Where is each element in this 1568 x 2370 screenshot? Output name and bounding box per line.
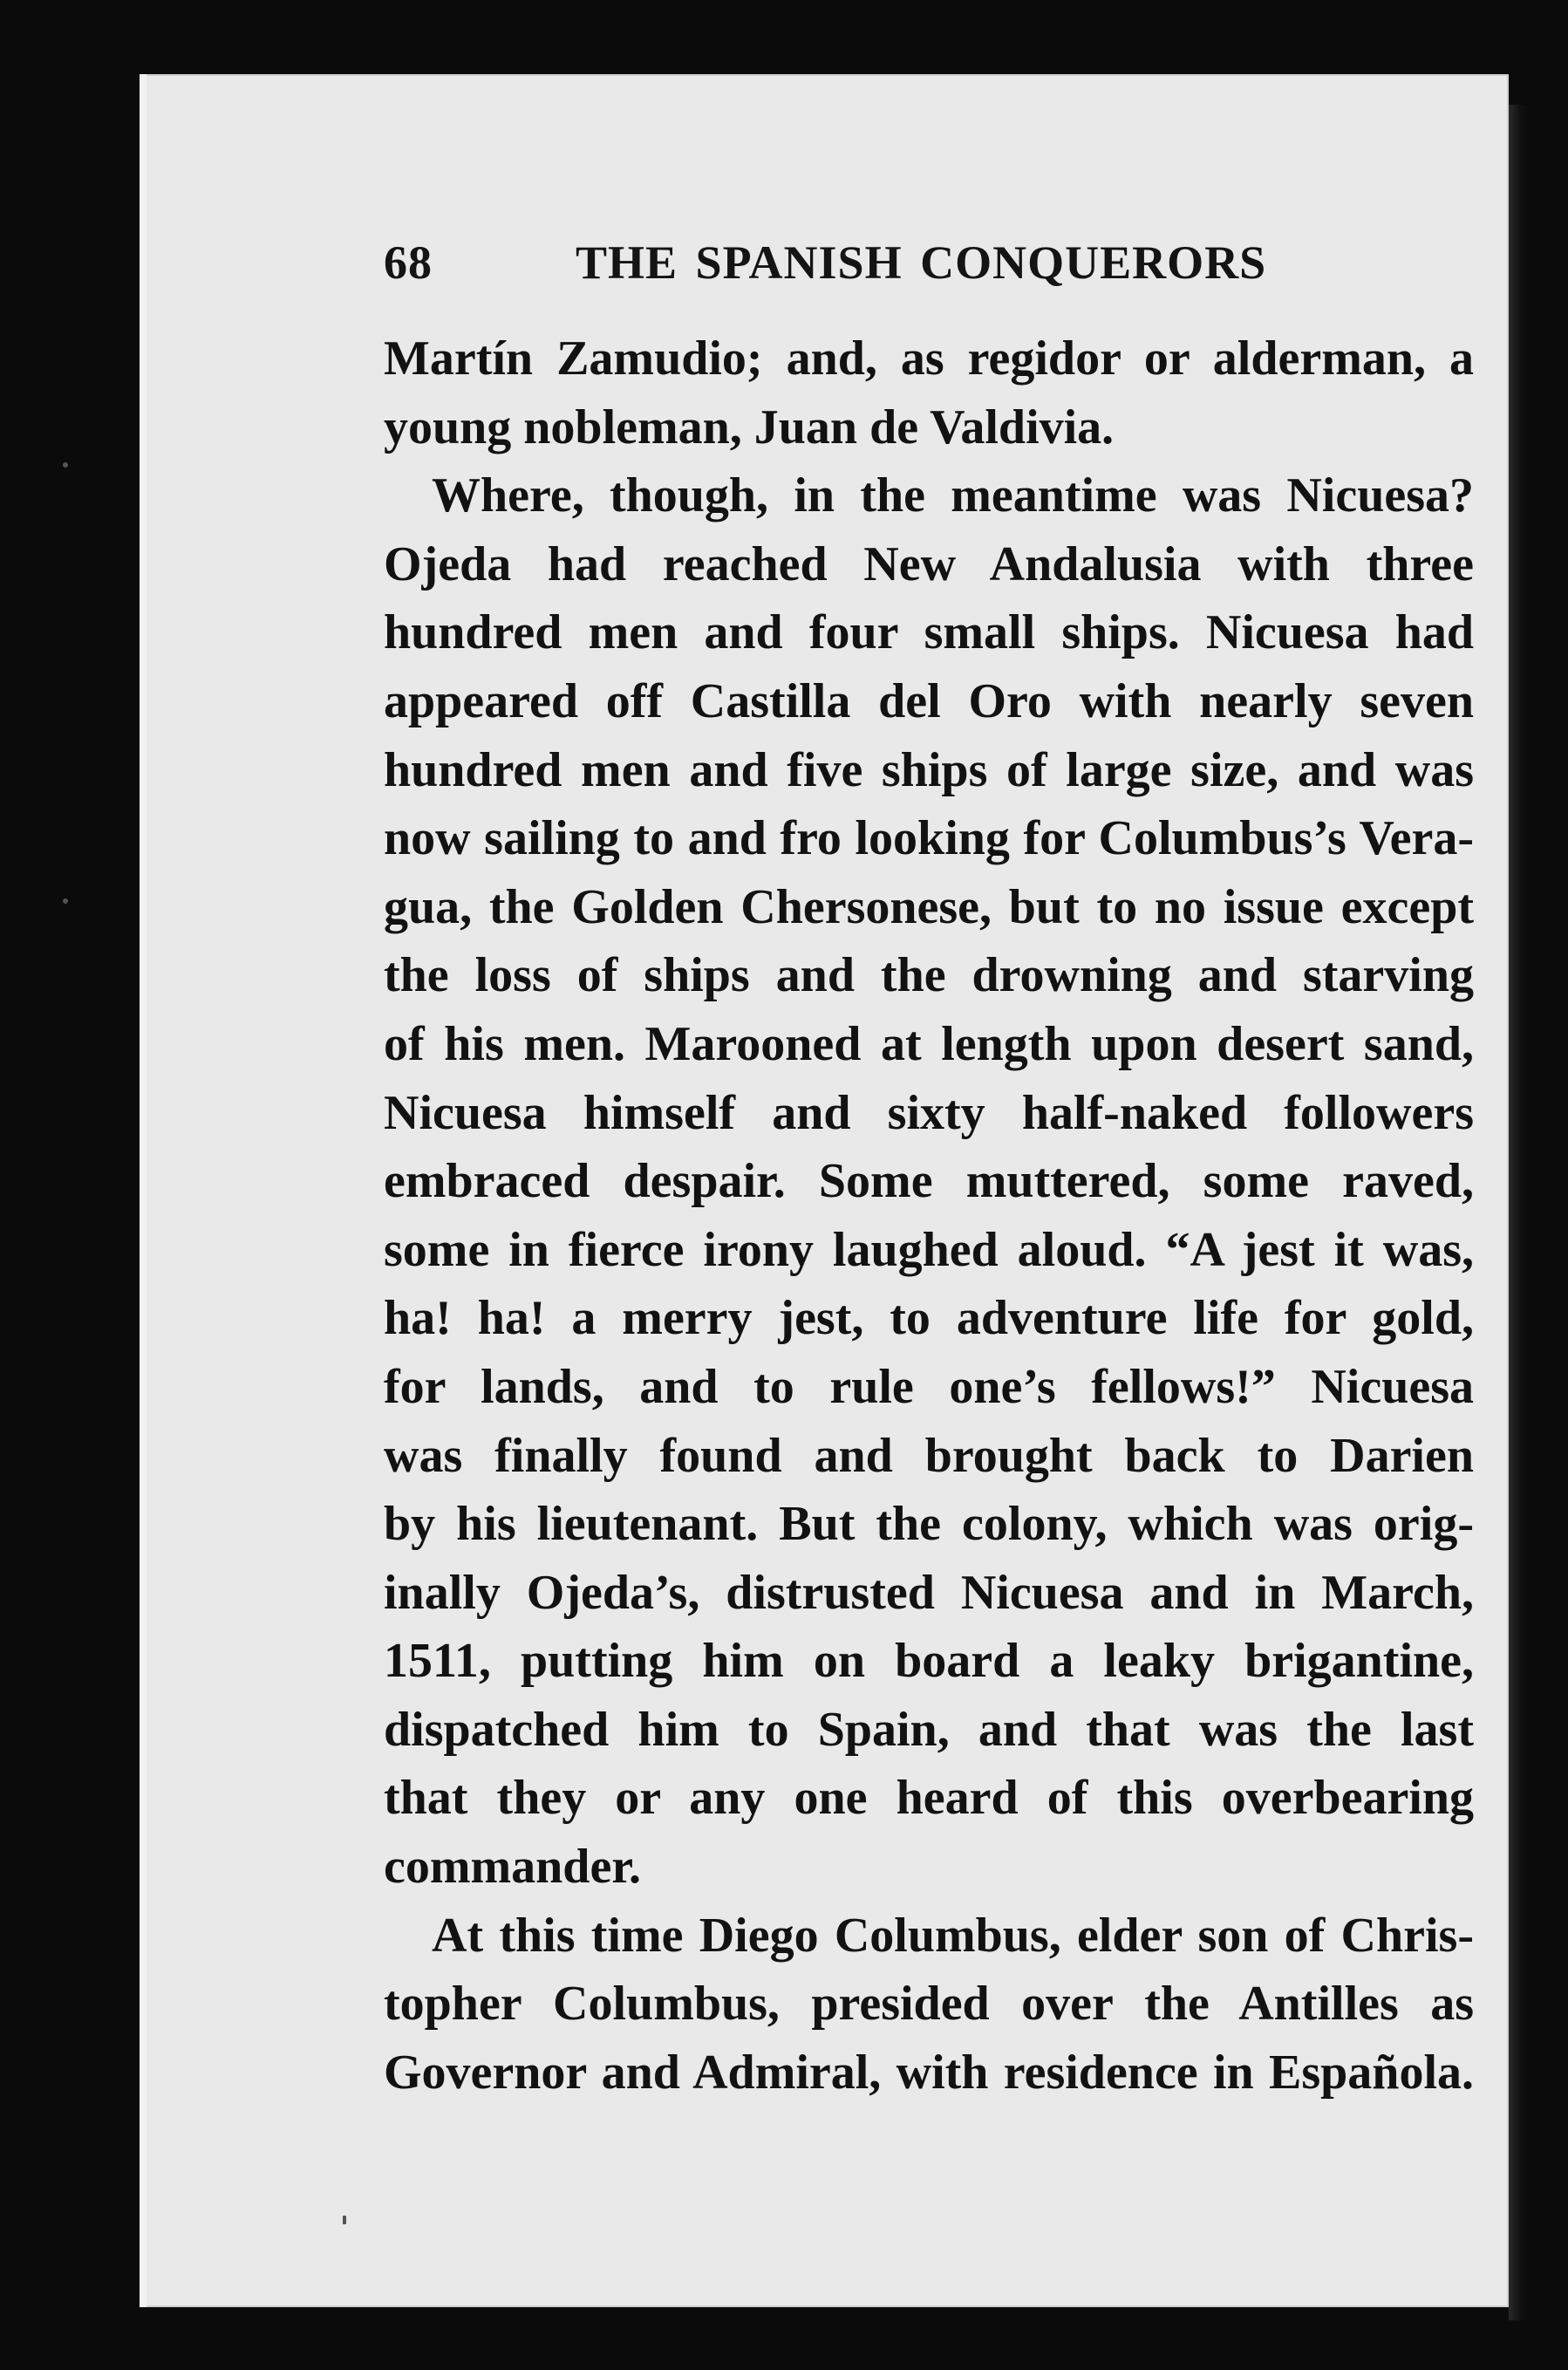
scan-speck [63, 898, 68, 904]
text-line: of his men. Marooned at length upon desert sand, [384, 1016, 1474, 1071]
text-line: Nicuesa himself and sixty half-naked followers [384, 1085, 1474, 1140]
body-text [384, 324, 1474, 2107]
text-line: embraced despair. Some muttered, some raved, [384, 1154, 1474, 1209]
page-right-edge-shadow [1509, 105, 1528, 2320]
text-line: dispatched him to Spain, and that was the last [384, 1702, 1474, 1757]
text-line: topher Columbus, presided over the Antilles as [384, 1977, 1474, 2032]
text-line: hundred men and five ships of large size, and was [384, 742, 1474, 797]
text-line: some in fierce irony laughed aloud. “A jest it was, [384, 1222, 1474, 1277]
text-line: young nobleman, Juan de Valdivia. [384, 400, 1115, 454]
text-line: gua, the Golden Chersonese, but to no issue except [384, 879, 1474, 934]
paragraph-first-line: At this time Diego Columbus, elder son of Chris- [432, 1908, 1474, 1963]
running-head: THE SPANISH CONQUERORS [576, 236, 1267, 289]
text-line: the loss of ships and the drowning and starving [384, 948, 1474, 1003]
text-line: 1511, putting him on board a leaky brigantine, [384, 1634, 1474, 1689]
text-line: appeared off Castilla del Oro with nearly seven [384, 673, 1474, 728]
text-line: that they or any one heard of this overbearing [384, 1771, 1474, 1826]
text-line: commander. [384, 1840, 642, 1895]
text-line: Martín Zamudio; and, as regidor or alderman, a [384, 331, 1474, 386]
text-line: inally Ojeda’s, distrusted Nicuesa and in March, [384, 1565, 1474, 1620]
text-line: for lands, and to rule one’s fellows!” Nicuesa [384, 1359, 1474, 1414]
paragraph-first-line: Where, though, in the meantime was Nicuesa? [432, 468, 1474, 523]
page-header [384, 236, 1474, 297]
page-number: 68 [384, 236, 433, 289]
text-line: by his lieutenant. But the colony, which was orig- [384, 1497, 1474, 1552]
text-line: hundred men and four small ships. Nicuesa had [384, 605, 1474, 660]
scan-speck [63, 462, 68, 468]
page-left-edge [140, 74, 147, 2307]
text-line: Ojeda had reached New Andalusia with three [384, 536, 1474, 591]
text-line: now sailing to and fro looking for Columbus’s Vera- [384, 811, 1474, 866]
scan-speck [343, 2216, 346, 2224]
text-line: was finally found and brought back to Darien [384, 1428, 1474, 1483]
text-line: ha! ha! a merry jest, to adventure life for gold, [384, 1291, 1474, 1346]
text-line: Governor and Admiral, with residence in Española. [384, 2045, 1474, 2100]
